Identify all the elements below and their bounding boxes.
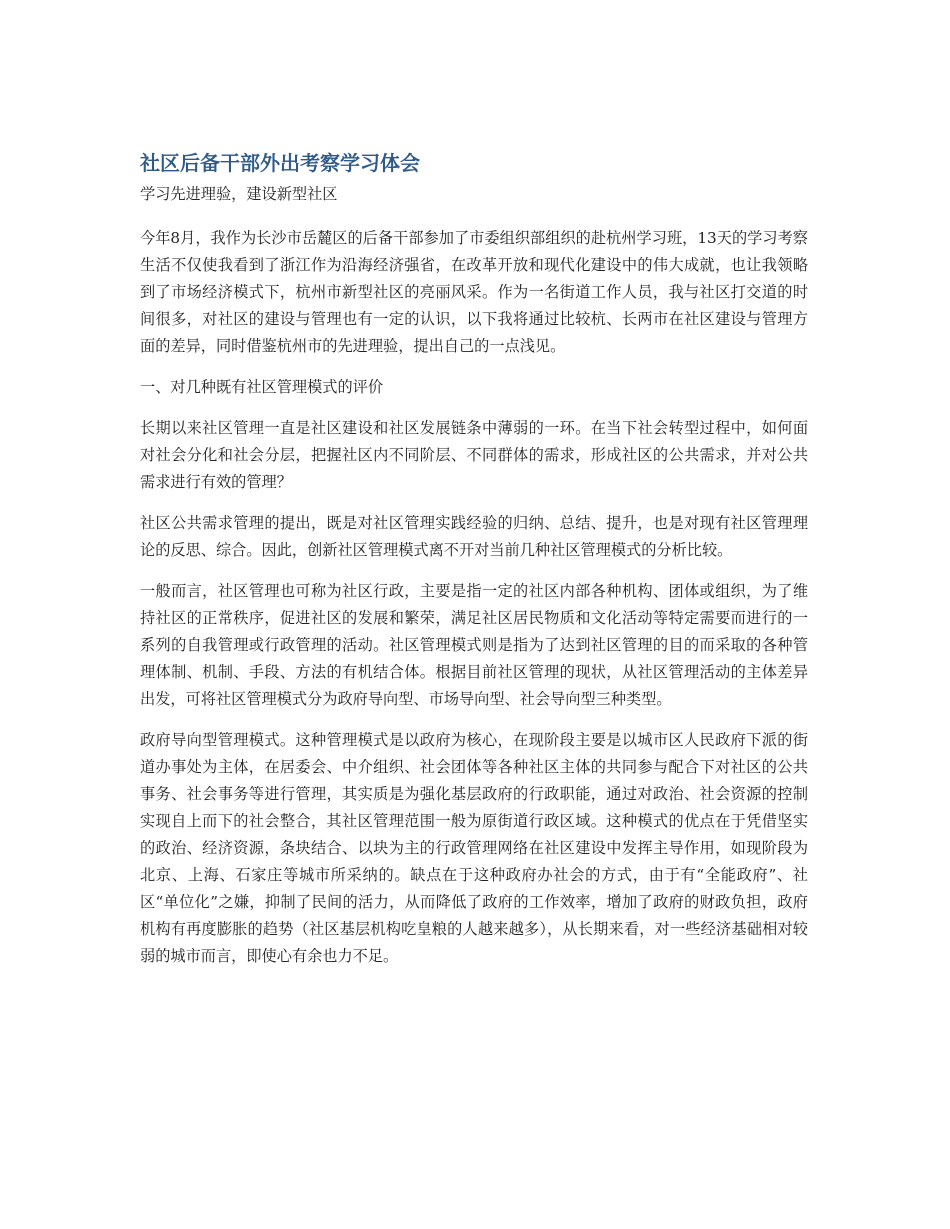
paragraph-4: 一般而言，社区管理也可称为社区行政，主要是指一定的社区内部各种机构、团体或组织，为了维持社区的正常秩序，促进社区的发展和繁荣，满足社区居民物质和文化活动等特定需要而进行的一系列的自我管理或行政管理的活动。社区管理模式则是指为了达到社区管理的目的而采取的各种管理体制、机制、手段、方法的有机结合体。根据目前社区管理的现状，从社区管理活动的主体差异出发，可将社区管理模式分为政府导向型、市场导向型、社会导向型三种类型。 xyxy=(140,582,808,708)
document-page xyxy=(140,146,808,984)
document-subtitle: 学习先进理验，建设新型社区 xyxy=(140,185,338,203)
document-title: 社区后备干部外出考察学习体会 xyxy=(140,151,420,175)
paragraph-2: 长期以来社区管理一直是社区建设和社区发展链条中薄弱的一环。在当下社会转型过程中，如何面对社会分化和社会分层，把握社区内不同阶层、不同群体的需求，形成社区的公共需求，并对公共需求进行有效的管理？ xyxy=(140,419,808,491)
paragraph-3: 社区公共需求管理的提出，既是对社区管理实践经验的归纳、总结、提升，也是对现有社区管理理论的反思、综合。因此，创新社区管理模式离不开对当前几种社区管理模式的分析比较。 xyxy=(140,514,808,559)
section-heading-1: 一、对几种既有社区管理模式的评价 xyxy=(140,378,383,396)
paragraph-5: 政府导向型管理模式。这种管理模式是以政府为核心，在现阶段主要是以城市区人民政府下派的街道办事处为主体，在居委会、中介组织、社会团体等各种社区主体的共同参与配合下对社区的公共事务、社会事务等进行管理，其实质是为强化基层政府的行政职能，通过对政治、社会资源的控制实现自上而下的社会整合，其社区管理范围一般为原街道行政区域。这种模式的优点在于凭借坚实的政治、经济资源，条块结合、以块为主的行政管理网络在社区建设中发挥主导作用，如现阶段为北京、上海、石家庄等城市所采纳的。缺点在于这种政府办社会的方式，由于有“全能政府”、社区“单位化”之嫌，抑制了民间的活力，从而降低了政府的工作效率，增加了政府的财政负担，政府机构有再度膨胀的趋势（社区基层机构吃皇粮的人越来越多），从长期来看，对一些经济基础相对较弱的城市而言，即使心有余也力不足。 xyxy=(140,731,808,965)
paragraph-intro: 今年8月，我作为长沙市岳麓区的后备干部参加了市委组织部组织的赴杭州学习班，13天的学习考察生活不仅使我看到了浙江作为沿海经济强省，在改革开放和现代化建设中的伟大成就，也让我领略到了市场经济模式下，杭州市新型社区的亮丽风采。作为一名街道工作人员，我与社区打交道的时间很多，对社区的建设与管理也有一定的认识，以下我将通过比较杭、长两市在社区建设与管理方面的差异，同时借鉴杭州市的先进理验，提出自己的一点浅见。 xyxy=(140,229,808,355)
